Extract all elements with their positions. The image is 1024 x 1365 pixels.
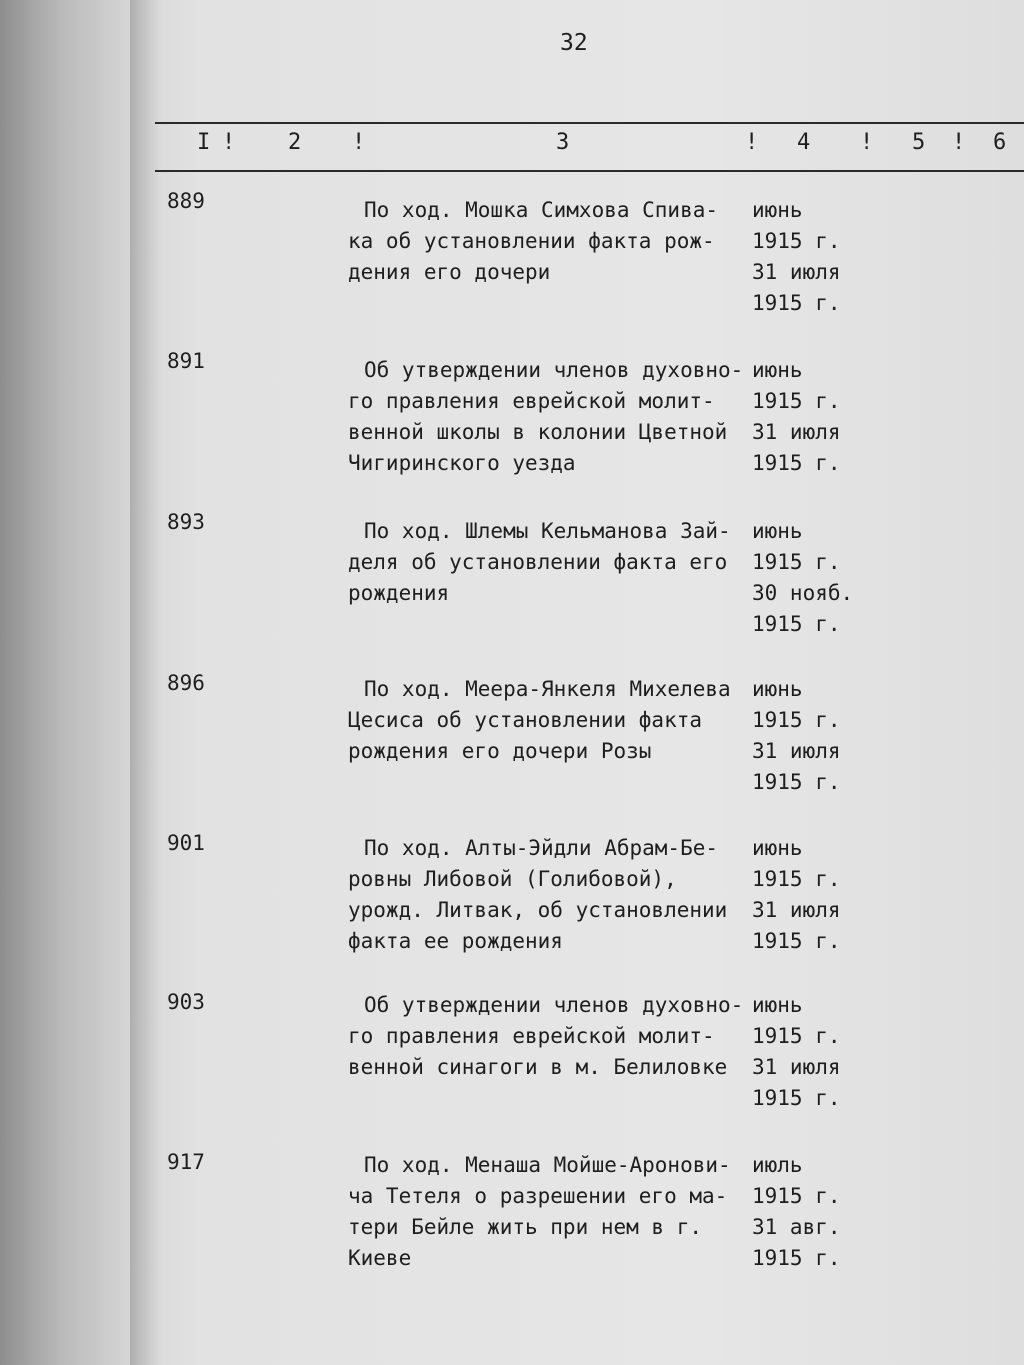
description-line: рождения его дочери Розы [348, 739, 652, 763]
date-line: июнь [752, 993, 803, 1017]
date-line: июнь [752, 198, 803, 222]
description-line: урожд. Литвак, об установлении [348, 898, 728, 922]
date-line: 1915 г. [752, 550, 841, 574]
header-col-4: 4 [797, 130, 811, 155]
entry-dates [752, 355, 841, 479]
header-col-1: I [197, 130, 211, 155]
header-separator: ! [860, 130, 874, 155]
date-line: 1915 г. [752, 1246, 841, 1270]
date-line: 1915 г. [752, 708, 841, 732]
description-line: Чигиринского уезда [348, 451, 576, 475]
date-line: июнь [752, 836, 803, 860]
entry-number: 891 [167, 349, 205, 373]
header-separator: ! [352, 130, 366, 155]
date-line: 1915 г. [752, 1184, 841, 1208]
entry-number: 889 [167, 189, 205, 213]
description-line: рождения [348, 581, 450, 605]
entry-description [348, 833, 748, 957]
description-line: По ход. Шлемы Кельманова Зай- [364, 519, 731, 543]
entry-dates [752, 990, 841, 1114]
entry-description [348, 990, 748, 1083]
description-line: Киеве [348, 1246, 412, 1270]
date-line: 31 июля [752, 260, 841, 284]
entry-number: 893 [167, 510, 205, 534]
description-line: ка об установлении факта рож- [348, 229, 715, 253]
entry-description [348, 674, 748, 767]
description-line: го правления еврейской молит- [348, 389, 715, 413]
description-line: По ход. Алты-Эйдли Абрам-Бе- [364, 836, 719, 860]
entry-dates [752, 674, 841, 798]
entry-dates [752, 833, 841, 957]
header-col-6: 6 [993, 130, 1007, 155]
description-line: По ход. Менаша Мойше-Аронови- [364, 1153, 731, 1177]
date-line: 1915 г. [752, 451, 841, 475]
header-separator: ! [745, 130, 759, 155]
page-number: 32 [560, 30, 588, 56]
date-line: 1915 г. [752, 389, 841, 413]
date-line: июнь [752, 677, 803, 701]
entry-description [348, 1150, 748, 1274]
date-line: июль [752, 1153, 803, 1177]
entry-description [348, 195, 748, 288]
date-line: 31 авг. [752, 1215, 841, 1239]
date-line: 1915 г. [752, 770, 841, 794]
description-line: Об утверждении членов духовно- [364, 358, 744, 382]
description-line: го правления еврейской молит- [348, 1024, 715, 1048]
entry-description [348, 516, 748, 609]
entry-number: 903 [167, 990, 205, 1014]
date-line: 1915 г. [752, 867, 841, 891]
date-line: июнь [752, 358, 803, 382]
description-line: ровны Либовой (Голибовой), [348, 867, 677, 891]
date-line: 31 июля [752, 898, 841, 922]
date-line: 31 июля [752, 739, 841, 763]
date-line: 30 нояб. [752, 581, 854, 605]
date-line: 1915 г. [752, 1086, 841, 1110]
description-line: ча Тетеля о разрешении его ма- [348, 1184, 728, 1208]
description-line: дения его дочери [348, 260, 551, 284]
date-line: 1915 г. [752, 1024, 841, 1048]
description-line: По ход. Меера-Янкеля Михелева [364, 677, 731, 701]
header-bottom-rule [155, 170, 1024, 172]
header-top-rule [155, 122, 1024, 124]
header-col-2: 2 [288, 130, 302, 155]
description-line: деля об установлении факта его [348, 550, 728, 574]
date-line: 1915 г. [752, 612, 841, 636]
date-line: 1915 г. [752, 291, 841, 315]
description-line: венной школы в колонии Цветной [348, 420, 728, 444]
description-line: Об утверждении членов духовно- [364, 993, 744, 1017]
description-line: венной синагоги в м. Белиловке [348, 1055, 728, 1079]
header-separator: ! [222, 130, 236, 155]
description-line: тери Бейле жить при нем в г. [348, 1215, 703, 1239]
date-line: 31 июля [752, 420, 841, 444]
description-line: По ход. Мошка Симхова Спива- [364, 198, 719, 222]
date-line: 1915 г. [752, 929, 841, 953]
entry-number: 917 [167, 1150, 205, 1174]
description-line: факта ее рождения [348, 929, 563, 953]
entry-dates [752, 516, 853, 640]
entry-description [348, 355, 748, 479]
header-col-5: 5 [912, 130, 926, 155]
entry-dates [752, 1150, 841, 1274]
book-spine-shadow [130, 0, 160, 1365]
description-line: Цесиса об установлении факта [348, 708, 703, 732]
entry-dates [752, 195, 841, 319]
entry-number: 896 [167, 671, 205, 695]
date-line: 1915 г. [752, 229, 841, 253]
entry-number: 901 [167, 831, 205, 855]
date-line: 31 июля [752, 1055, 841, 1079]
header-col-3: 3 [556, 130, 570, 155]
header-separator: ! [952, 130, 966, 155]
date-line: июнь [752, 519, 803, 543]
